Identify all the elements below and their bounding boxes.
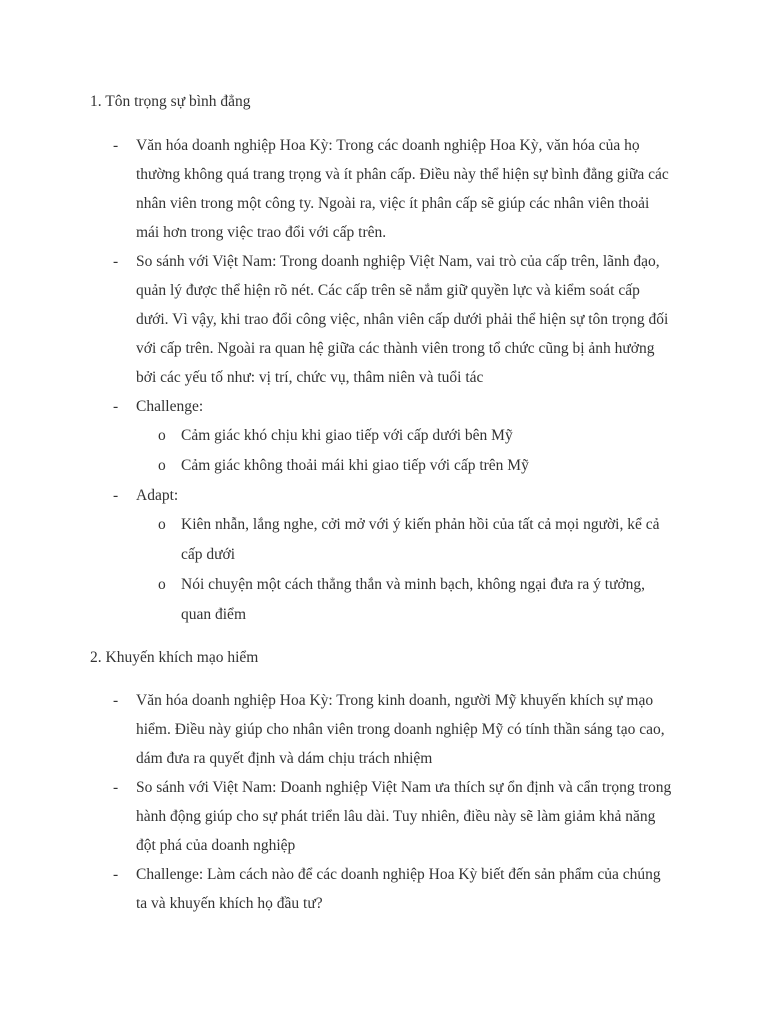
list-item — [0, 392, 672, 481]
item-text: Adapt: — [136, 487, 179, 504]
section-2-list — [0, 686, 768, 918]
section-1-heading: 1. Tôn trọng sự bình đẳng — [90, 93, 251, 110]
item-text: Challenge: — [136, 398, 204, 415]
sub-list-item — [0, 421, 672, 451]
sub-item-text: Kiên nhẫn, lắng nghe, cởi mở với ý kiến phản hồi của tất cả mọi người, kể cả cấp dưới — [181, 516, 660, 563]
item-text: So sánh với Việt Nam: Doanh nghiệp Việt Nam ưa thích sự ổn định và cẩn trọng trong hành động giúp cho sự phát triển lâu dài. Tuy nhiên, điều này sẽ làm giảm khả năng đột phá của doanh nghiệp — [136, 779, 672, 854]
sub-item-text: Cảm giác khó chịu khi giao tiếp với cấp dưới bên Mỹ — [181, 427, 513, 444]
dash-marker: - — [113, 487, 119, 504]
list-item — [0, 860, 672, 918]
circle-bullet-marker: o — [158, 427, 166, 444]
dash-marker: - — [113, 137, 119, 154]
section-1-list — [0, 131, 768, 630]
list-item — [0, 481, 672, 630]
sub-list-item — [0, 451, 672, 481]
dash-marker: - — [113, 779, 119, 796]
list-item — [0, 773, 672, 860]
item-text: Văn hóa doanh nghiệp Hoa Kỳ: Trong các doanh nghiệp Hoa Kỳ, văn hóa của họ thường không quá trang trọng và ít phân cấp. Điều này thể hiện sự bình đẳng giữa các nhân viên trong một công ty. Ngoài ra, việc ít phân cấp sẽ giúp các nhân viên thoải mái hơn trong việc trao đổi với cấp trên. — [136, 137, 669, 241]
circle-bullet-marker: o — [158, 457, 166, 474]
item-text: Challenge: Làm cách nào để các doanh nghiệp Hoa Kỳ biết đến sản phẩm của chúng ta và khuyến khích họ đầu tư? — [136, 866, 661, 912]
list-item — [0, 247, 672, 392]
sub-list-item — [0, 510, 672, 570]
sub-item-text: Cảm giác không thoải mái khi giao tiếp với cấp trên Mỹ — [181, 457, 529, 474]
circle-bullet-marker: o — [158, 576, 166, 593]
list-item — [0, 686, 672, 773]
dash-marker: - — [113, 398, 119, 415]
sub-list-item — [0, 570, 672, 630]
sub-list — [0, 510, 672, 630]
sub-item-text: Nói chuyện một cách thẳng thắn và minh bạch, không ngại đưa ra ý tưởng, quan điểm — [181, 576, 646, 623]
sub-list — [0, 421, 672, 481]
list-item — [0, 131, 672, 247]
dash-marker: - — [113, 253, 119, 270]
item-text: Văn hóa doanh nghiệp Hoa Kỳ: Trong kinh doanh, người Mỹ khuyến khích sự mạo hiểm. Điều này giúp cho nhân viên trong doanh nghiệp Mỹ có tính thần sáng tạo cao, dám đưa ra quyết định và dám chịu trách nhiệm — [136, 692, 665, 767]
circle-bullet-marker: o — [158, 516, 166, 533]
dash-marker: - — [113, 692, 119, 709]
section-2-heading: 2. Khuyến khích mạo hiểm — [90, 649, 259, 666]
item-text: So sánh với Việt Nam: Trong doanh nghiệp Việt Nam, vai trò của cấp trên, lãnh đạo, quản lý được thể hiện rõ nét. Các cấp trên sẽ nắm giữ quyền lực và kiểm soát cấp dưới. Vì vậy, khi trao đổi công việc, nhân viên cấp dưới phải thể hiện sự tôn trọng đối với cấp trên. Ngoài ra quan hệ giữa các thành viên trong tổ chức cũng bị ảnh hưởng bởi các yếu tố như: vị trí, chức vụ, thâm niên và tuổi tác — [136, 253, 669, 386]
dash-marker: - — [113, 866, 119, 883]
